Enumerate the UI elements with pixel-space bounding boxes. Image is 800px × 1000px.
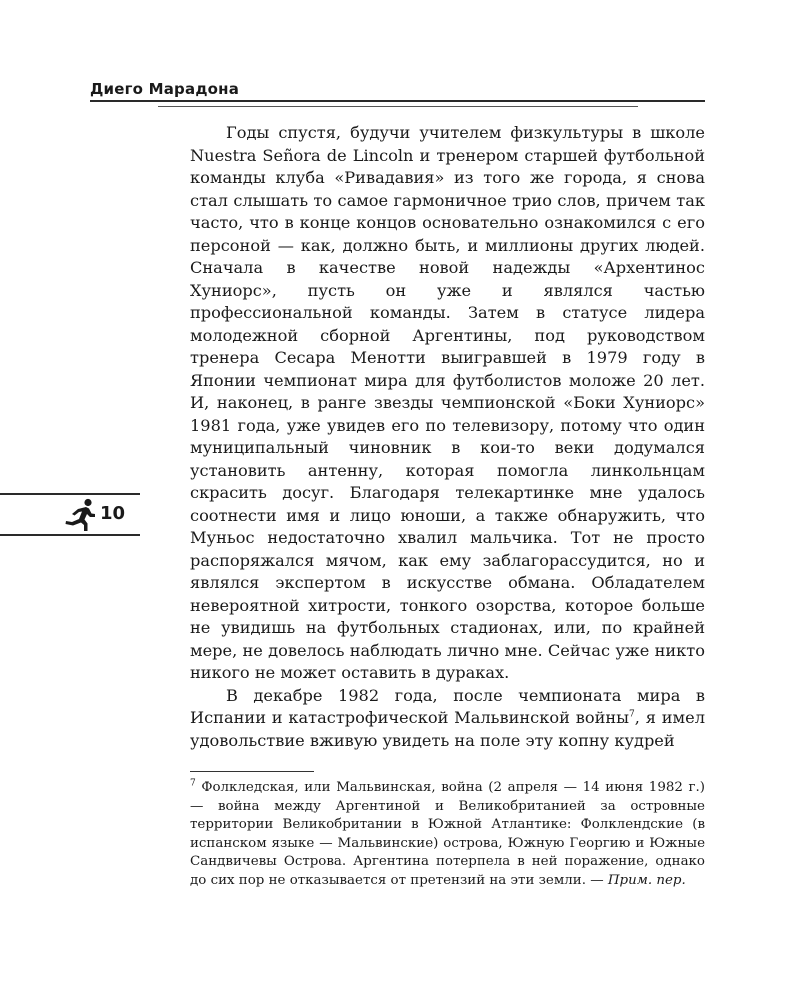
running-title: Диего Марадона <box>90 80 240 98</box>
footnote-marker: 7 <box>190 778 196 789</box>
header-rule <box>90 100 705 102</box>
footnote-note-label: Прим. пер. <box>607 872 686 888</box>
paragraph-2 <box>190 685 705 753</box>
paragraph-1: Годы спустя, будучи учителем физкультуры в школе Nuestra Señora de Lincoln и тренером старшей футбольной команды клуба «Ривадавия» из того же города, я снова стал слышать то самое гармоничное трио слов, причем так часто, что в конце концов основательно ознакомился с его персоной — как, должно быть, и миллионы других людей. Сначала в качестве новой надежды «Архентинос Хуниорс», пусть он уже и являлся частью профессиональной команды. Затем в статусе лидера молодежной сборной Аргентины, под руководством тренера Сесара Менотти выигравшей в 1979 году в Японии чемпионат мира для футболистов моложе 20 лет. И, наконец, в ранге звезды чемпионской «Боки Хуниорс» 1981 года, уже увидев его по телевизору, потому что один муниципальный чиновник в кои-то веки додумался установить антенну, которая помогла линкольнцам скрасить досуг. Благодаря телекартинке мне удалось соотнести имя и лицо юноши, а также обнаружить, что Муньос недостаточно хвалил мальчика. Тот не просто распоряжался мячом, как ему заблагорассудится, но и являлся экспертом в искусстве обмана. Обладателем невероятной хитрости, тонкого озорства, которое больше не увидишь на футбольных стадионах, или, по крайней мере, не довелось наблюдать лично мне. Сейчас уже никто никого не может оставить в дураках. <box>190 123 705 682</box>
footnote-text: Фолкледская, или Мальвинская, война (2 апреля — 14 июня 1982 г.) — война между Аргентиной и Великобританией за островные территории Великобритании в Южной Атлантике: Фолклендские (в испанском языке — Мальвинские) острова, Южную Георгию и Южные Сандвичевы Острова. Аргентина потерпела в ней поражение, однако до сих пор не отказывается от претензий на эти земли. — <box>190 780 705 888</box>
paragraph-2-text-b: , я имел удовольствие вживую увидеть на поле эту копну кудрей <box>190 708 705 750</box>
page-number: 10 <box>100 503 126 524</box>
paragraph-2-text-a: В декабре 1982 года, после чемпионата мира в Испании и катастрофической Мальвинской войны <box>190 685 705 727</box>
footnote-reference: 7 <box>629 709 635 720</box>
page-number-rule-bottom <box>0 534 140 536</box>
header-subrule <box>158 106 638 107</box>
page-number-rule-top <box>0 493 140 495</box>
running-man-icon <box>62 498 98 532</box>
main-text <box>190 122 705 752</box>
footnote-separator <box>190 771 314 772</box>
footnote <box>190 779 705 891</box>
